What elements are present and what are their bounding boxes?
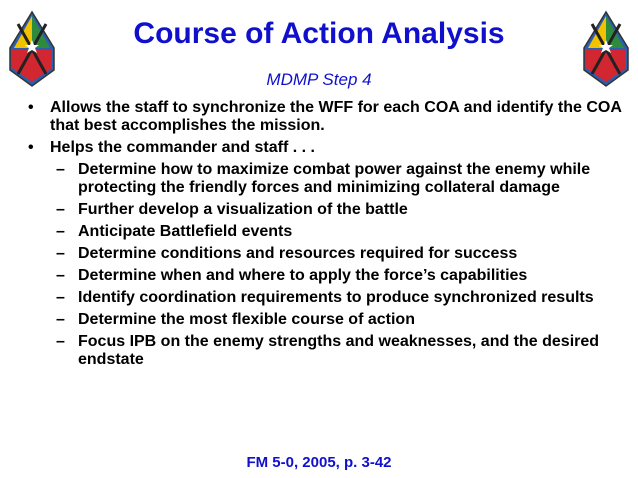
- bullet-text: Allows the staff to synchronize the WFF for each COA and identify the COA that best accomplishes the mission.: [50, 99, 622, 134]
- slide-title: Course of Action Analysis: [133, 17, 505, 50]
- bullet-list: [28, 99, 628, 373]
- sub-bullet-mark: –: [56, 223, 65, 240]
- sub-bullet-mark: –: [56, 201, 65, 218]
- sub-bullet-text: Further develop a visualization of the battle: [78, 201, 408, 218]
- sub-bullet-mark: –: [56, 245, 65, 262]
- sub-bullet-mark: –: [56, 289, 65, 306]
- sub-bullet-item: [28, 267, 628, 285]
- source-citation: FM 5-0, 2005, p. 3-42: [246, 454, 392, 471]
- sub-bullet-item: [28, 161, 628, 197]
- sub-bullet-text: Identify coordination requirements to produce synchronized results: [78, 289, 594, 306]
- sub-bullet-item: [28, 245, 628, 263]
- bullet-item: [28, 99, 628, 135]
- sub-bullet-mark: –: [56, 333, 65, 350]
- sub-bullet-text: Anticipate Battlefield events: [78, 223, 293, 240]
- sub-bullet-text: Focus IPB on the enemy strengths and weaknesses, and the desired endstate: [78, 333, 600, 368]
- sub-bullet-text: Determine how to maximize combat power against the enemy while protecting the friendly forces and minimizing collateral damage: [78, 161, 591, 196]
- sub-bullet-text: Determine the most flexible course of action: [78, 311, 415, 328]
- slide-subtitle: MDMP Step 4: [266, 70, 372, 89]
- sub-bullet-item: [28, 223, 628, 241]
- bullet-mark: •: [28, 139, 34, 156]
- sub-bullet-item: [28, 201, 628, 219]
- bullet-item: [28, 139, 628, 157]
- sub-bullet-text: Determine conditions and resources required for success: [78, 245, 518, 262]
- sub-bullet-item: [28, 333, 628, 369]
- sub-bullet-item: [28, 311, 628, 329]
- bullet-text: Helps the commander and staff . . .: [50, 139, 315, 156]
- sub-bullet-item: [28, 289, 628, 307]
- sub-bullet-text: Determine when and where to apply the force’s capabilities: [78, 267, 528, 284]
- bullet-mark: •: [28, 99, 34, 116]
- sub-bullet-mark: –: [56, 311, 65, 328]
- sub-bullet-mark: –: [56, 161, 65, 178]
- sub-bullet-mark: –: [56, 267, 65, 284]
